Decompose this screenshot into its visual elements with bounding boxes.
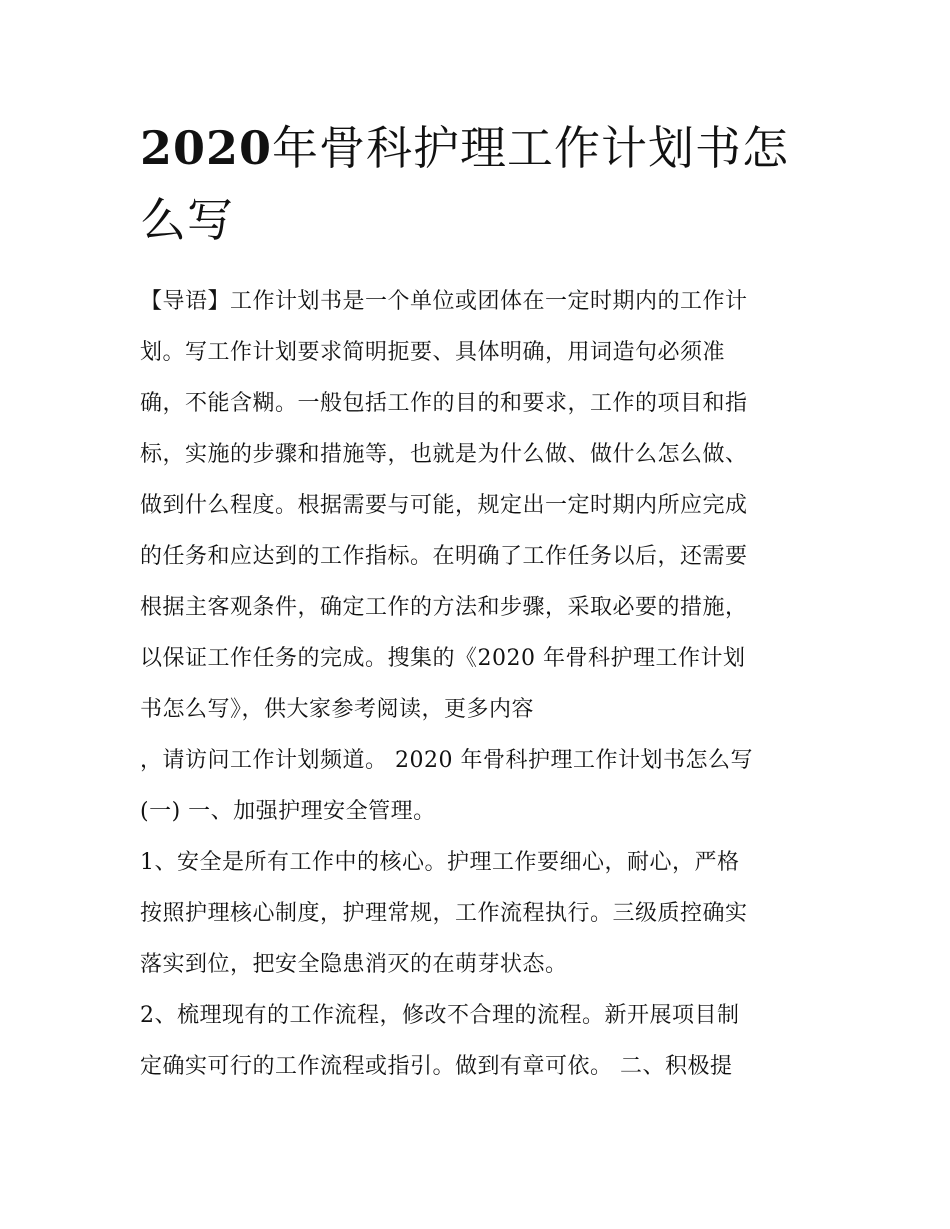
section-heading: (一) 一、加强护理安全管理。 <box>140 799 436 824</box>
body-line: 做到什么程度。根据需要与可能，规定出一定时期内所应完成 <box>140 493 748 518</box>
body-line: ，请访问工作计划频道。 2020 年骨科护理工作计划书怎么写 <box>140 748 753 773</box>
document-title <box>140 112 820 256</box>
body-line: 落实到位，把安全隐患消灭的在萌芽状态。 <box>140 952 568 977</box>
body-line: 定确实可行的工作流程或指引。做到有章可依。 二、积极提 <box>140 1054 733 1079</box>
body-line: 的任务和应达到的工作指标。在明确了工作任务以后，还需要 <box>140 544 748 569</box>
body-line: 2、梳理现有的工作流程，修改不合理的流程。新开展项目制 <box>140 1003 740 1028</box>
body-line: 1、安全是所有工作中的核心。护理工作要细心，耐心，严格 <box>140 850 740 875</box>
body-line: 确，不能含糊。一般包括工作的目的和要求，工作的项目和指 <box>140 391 748 416</box>
document-body <box>140 276 820 1092</box>
body-line: 划。写工作计划要求简明扼要、具体明确，用词造句必须准 <box>140 340 726 365</box>
body-line: 按照护理核心制度，护理常规，工作流程执行。三级质控确实 <box>140 901 748 926</box>
body-line: 根据主客观条件，确定工作的方法和步骤，采取必要的措施， <box>140 595 748 620</box>
title-text-line-2: 么写 <box>140 193 234 247</box>
body-line: 书怎么写》，供大家参考阅读，更多内容 <box>140 697 535 722</box>
title-text-line-1: 年骨科护理工作计划书怎 <box>272 121 790 175</box>
body-line: 以保证工作任务的完成。搜集的《2020 年骨科护理工作计划 <box>140 646 746 671</box>
title-year: 2020 <box>140 121 273 175</box>
body-line: 【导语】工作计划书是一个单位或团体在一定时期内的工作计 <box>140 289 748 314</box>
body-line: 标，实施的步骤和措施等，也就是为什么做、做什么怎么做、 <box>140 442 748 467</box>
